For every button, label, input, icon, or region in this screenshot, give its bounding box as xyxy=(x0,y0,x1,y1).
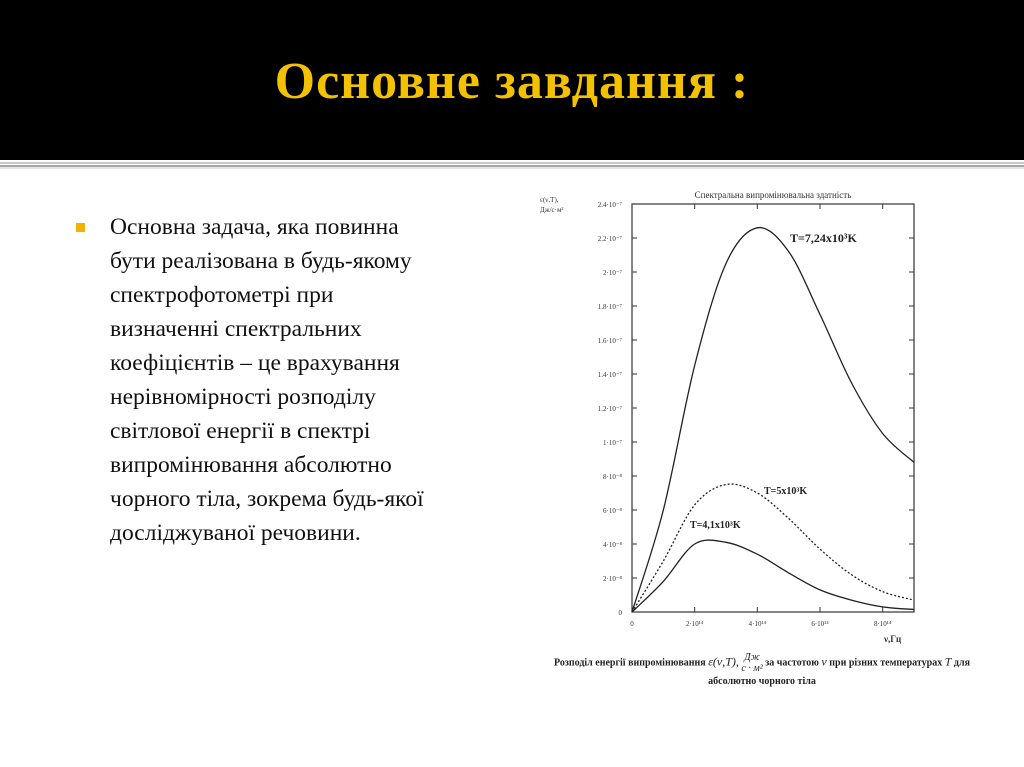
paragraph-line: Основна задача, яка повинна xyxy=(110,214,399,240)
caption-T: T xyxy=(944,654,952,669)
annotation-t41: T=4,1x10³K xyxy=(690,520,741,531)
y-tick-label: 2·10⁻⁷ xyxy=(603,269,622,277)
y-tick-label: 2.4·10⁻⁷ xyxy=(597,201,622,209)
y-axis-label: ε(ν,T), xyxy=(540,196,559,204)
series-curve-1 xyxy=(632,484,914,612)
paragraph-line: випромінювання абсолютно xyxy=(110,452,392,478)
caption-unit-fraction xyxy=(741,652,762,674)
x-tick-label: 0 xyxy=(630,620,634,628)
caption-part3: при різних температурах xyxy=(829,657,943,669)
series-curve-2 xyxy=(632,540,914,612)
paragraph-line: спектрофотометрі при xyxy=(110,282,334,308)
paragraph-line: досліджуваної речовини. xyxy=(110,520,361,546)
chart-canvas xyxy=(510,180,1024,650)
slide-header xyxy=(0,0,1024,160)
caption-unit-numerator: Дж xyxy=(744,652,760,663)
caption-part2: за частотою xyxy=(765,657,819,669)
x-axis-label: ν,Гц xyxy=(884,634,902,644)
chart-caption xyxy=(512,652,1012,690)
paragraph-line: визначенні спектральних xyxy=(110,316,362,342)
y-tick-label: 2.2·10⁻⁷ xyxy=(597,235,622,243)
series-curve-0 xyxy=(632,228,914,612)
y-axis-unit: Дж/с·м² xyxy=(540,206,564,214)
paragraph-line: бути реалізована в будь-якому xyxy=(110,248,412,274)
x-tick-label: 2·10¹⁴ xyxy=(685,620,704,628)
y-tick-label: 4·10⁻⁸ xyxy=(603,541,622,549)
planck-spectrum-chart xyxy=(510,180,1024,700)
y-tick-label: 0 xyxy=(618,609,622,617)
annotation-t724: T=7,24x10³K xyxy=(790,231,857,245)
x-tick-label: 4·10¹⁴ xyxy=(748,620,767,628)
y-tick-label: 8·10⁻⁸ xyxy=(603,473,622,481)
caption-nu: ν xyxy=(821,654,827,669)
bullet-paragraph xyxy=(110,210,510,550)
caption-unit-denominator: с · м² xyxy=(741,663,763,674)
x-tick-label: 6·10¹⁴ xyxy=(811,620,829,628)
paragraph-line: чорного тіла, зокрема будь-якої xyxy=(110,486,424,512)
annotation-t5: T=5x10³K xyxy=(764,486,808,497)
slide-title: Основне завдання : xyxy=(274,53,750,110)
y-tick-label: 1·10⁻⁷ xyxy=(603,439,622,447)
chart-title: Спектральна випромінювальна здатність xyxy=(694,190,852,200)
header-divider-highlight xyxy=(0,167,1024,169)
caption-line2: абсолютно чорного тіла xyxy=(708,676,816,687)
header-divider xyxy=(0,162,1024,164)
caption-formula: ε(ν,T), xyxy=(708,654,739,669)
caption-part1: Розподіл енергії випромінювання xyxy=(553,657,706,669)
y-tick-label: 1.2·10⁻⁷ xyxy=(597,405,622,413)
x-tick-label: 8·10¹⁴ xyxy=(873,620,892,628)
y-tick-label: 1.6·10⁻⁷ xyxy=(597,337,622,345)
paragraph-line: світлової енергії в спектрі xyxy=(110,418,371,444)
y-tick-label: 1.8·10⁻⁷ xyxy=(597,303,622,311)
y-tick-label: 2·10⁻⁸ xyxy=(603,575,622,583)
paragraph-line: нерівномірності розподілу xyxy=(110,384,376,410)
y-tick-label: 1.4·10⁻⁷ xyxy=(597,371,622,379)
plot-frame xyxy=(632,204,914,612)
y-tick-label: 6·10⁻⁸ xyxy=(603,507,622,515)
bullet-square-icon xyxy=(76,223,85,232)
caption-part4: для xyxy=(953,657,971,669)
paragraph-line: коефіцієнтів – це врахування xyxy=(110,350,400,376)
